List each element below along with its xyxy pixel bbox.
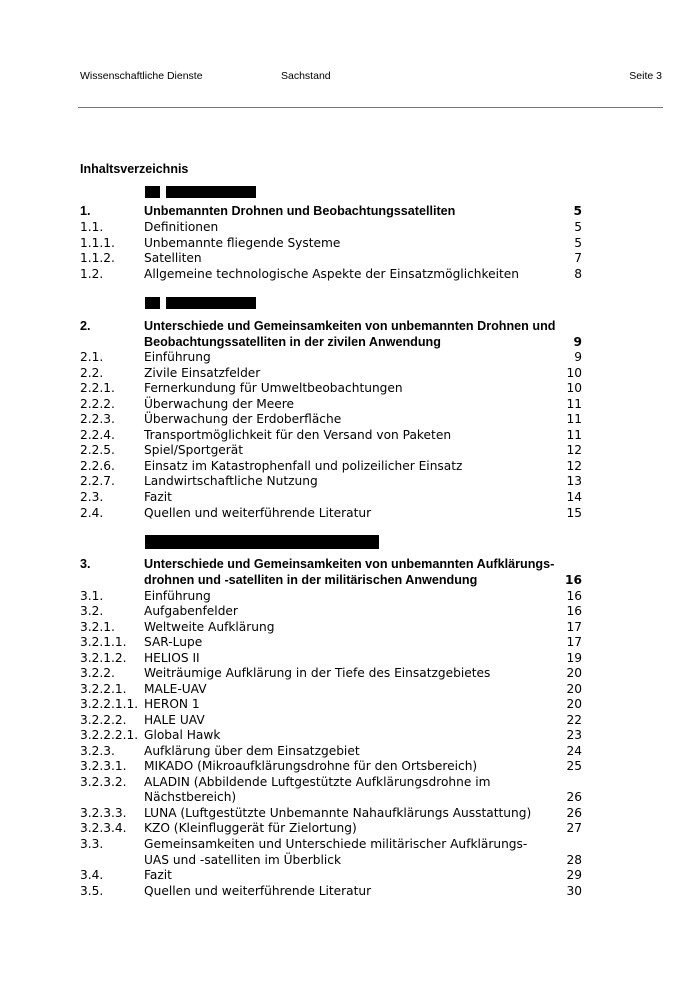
- toc-entry-number: 2.3.: [80, 490, 104, 504]
- toc-entry-title: Aufgabenfelder: [144, 604, 238, 618]
- toc-entry-number: 2.4.: [80, 506, 104, 520]
- toc-entry-title: ALADIN (Abbildende Luftgestützte Aufklärungsdrohne im: [144, 775, 491, 789]
- toc-entry-page: 10: [566, 366, 582, 380]
- toc-entry-page: 12: [566, 459, 582, 473]
- toc-entry-page: 23: [566, 728, 582, 742]
- toc-entry-number: 3.5.: [80, 884, 104, 898]
- toc-entry-page: 10: [566, 381, 582, 395]
- toc-entry-number: 2.2.1.: [80, 381, 115, 395]
- toc-entry-title: Satelliten: [144, 251, 202, 265]
- toc-entry-page: 5: [574, 236, 582, 250]
- toc-entry-page: 14: [566, 490, 582, 504]
- toc-entry-page: 19: [566, 651, 582, 665]
- toc-entry-title: LUNA (Luftgestützte Unbemannte Nahaufklärungs Ausstattung): [144, 806, 532, 820]
- toc-entry-number: 3.2.2.1.: [80, 682, 127, 696]
- redaction-bar: [145, 186, 160, 198]
- toc-entry-title: MALE-UAV: [144, 682, 207, 696]
- toc-entry-number: 2.2.: [80, 366, 104, 380]
- toc-entry-number: 2.2.7.: [80, 474, 115, 488]
- toc-entry-number: 3.3.: [80, 837, 104, 851]
- toc-entry-page: 12: [566, 443, 582, 457]
- toc-entry-number: 2.2.3.: [80, 412, 115, 426]
- toc-entry-page: 30: [566, 884, 582, 898]
- toc-entry-title: Fazit: [144, 490, 172, 504]
- toc-entry-title: Einführung: [144, 589, 211, 603]
- redaction-bar: [145, 535, 379, 549]
- toc-entry-title: UAS und -satelliten im Überblick: [144, 853, 342, 867]
- toc-entry-number: 2.2.2.: [80, 397, 115, 411]
- toc-entry-page: 16: [565, 573, 582, 587]
- toc-entry-number: 1.1.: [80, 220, 104, 234]
- toc-entry-title: Allgemeine technologische Aspekte der Einsatzmöglichkeiten: [144, 267, 520, 281]
- toc-entry-title: Landwirtschaftliche Nutzung: [144, 474, 318, 488]
- toc-entry-title: Einsatz im Katastrophenfall und polizeilicher Einsatz: [144, 459, 463, 473]
- toc-entry-title: Beobachtungssatelliten in der zivilen Anwendung: [144, 335, 441, 349]
- toc-entry-page: 27: [566, 821, 582, 835]
- toc-entry-number: 2.2.5.: [80, 443, 115, 457]
- toc-entry-page: 20: [566, 682, 582, 696]
- toc-entry-title: Zivile Einsatzfelder: [144, 366, 261, 380]
- toc-entry-title: HALE UAV: [144, 713, 205, 727]
- toc-entry-number: 3.: [80, 557, 91, 571]
- toc-entry-page: 13: [566, 474, 582, 488]
- toc-entry-title: Fazit: [144, 868, 172, 882]
- toc-entry-page: 26: [566, 790, 582, 804]
- header-divider: [78, 107, 663, 108]
- toc-entry-page: 11: [566, 397, 582, 411]
- toc-entry-number: 3.2.3.1.: [80, 759, 127, 773]
- toc-entry-page: 11: [566, 412, 582, 426]
- toc-entry-title: Einführung: [144, 350, 211, 364]
- toc-entry-page: 8: [574, 267, 582, 281]
- toc-entry-title: Global Hawk: [144, 728, 221, 742]
- toc-entry-title: Weltweite Aufklärung: [144, 620, 275, 634]
- toc-entry-number: 2.1.: [80, 350, 104, 364]
- redaction-bar: [166, 297, 256, 309]
- toc-entry-title: HELIOS II: [144, 651, 200, 665]
- toc-entry-title: Definitionen: [144, 220, 219, 234]
- toc-entry-number: 3.2.3.2.: [80, 775, 127, 789]
- toc-entry-title: MIKADO (Mikroaufklärungsdrohne für den Ortsbereich): [144, 759, 478, 773]
- toc-entry-page: 16: [566, 589, 582, 603]
- toc-entry-number: 1.2.: [80, 267, 104, 281]
- toc-entry-title: KZO (Kleinfluggerät für Zielortung): [144, 821, 357, 835]
- toc-entry-page: 11: [566, 428, 582, 442]
- toc-entry-page: 25: [566, 759, 582, 773]
- toc-entry-title: Fernerkundung für Umweltbeobachtungen: [144, 381, 403, 395]
- toc-entry-title: Aufklärung über dem Einsatzgebiet: [144, 744, 360, 758]
- toc-entry-title: Unterschiede und Gemeinsamkeiten von unbemannten Drohnen und: [144, 319, 556, 333]
- toc-entry-title: Quellen und weiterführende Literatur: [144, 506, 372, 520]
- toc-entry-page: 26: [566, 806, 582, 820]
- toc-entry-number: 2.2.4.: [80, 428, 115, 442]
- toc-entry-page: 7: [574, 251, 582, 265]
- toc-entry-number: 3.1.: [80, 589, 104, 603]
- toc-entry-page: 9: [574, 350, 582, 364]
- toc-entry-title: Nächstbereich): [144, 790, 237, 804]
- page-header: [80, 70, 662, 86]
- toc-entry-title: Spiel/Sportgerät: [144, 443, 244, 457]
- toc-entry-number: 3.2.2.1.1.: [80, 697, 139, 711]
- toc-entry-number: 1.1.1.: [80, 236, 115, 250]
- toc-entry-number: 3.2.1.1.: [80, 635, 127, 649]
- toc-entry-number: 3.2.2.: [80, 666, 115, 680]
- toc-entry-title: Unbemannte fliegende Systeme: [144, 236, 341, 250]
- toc-entry-number: 1.1.2.: [80, 251, 115, 265]
- toc-entry-number: 3.2.3.3.: [80, 806, 127, 820]
- toc-entry-page: 16: [566, 604, 582, 618]
- toc-entry-title: Überwachung der Meere: [144, 397, 294, 411]
- toc-entry-page: 17: [566, 635, 582, 649]
- toc-entry-number: 3.2.1.2.: [80, 651, 127, 665]
- toc-entry-page: 20: [566, 697, 582, 711]
- toc-entry-title: Unbemannten Drohnen und Beobachtungssatelliten: [144, 204, 456, 218]
- toc-entry-page: 5: [573, 204, 582, 218]
- toc-entry-title: Gemeinsamkeiten und Unterschiede militärischer Aufklärungs-: [144, 837, 528, 851]
- toc-entry-title: Quellen und weiterführende Literatur: [144, 884, 372, 898]
- toc-entry-number: 3.2.2.2.1.: [80, 728, 139, 742]
- toc-entry-number: 3.2.3.4.: [80, 821, 127, 835]
- toc-entry-title: drohnen und -satelliten in der militärischen Anwendung: [144, 573, 478, 587]
- toc-heading: Inhaltsverzeichnis: [80, 162, 189, 176]
- header-doc-type: Sachstand: [281, 70, 331, 82]
- toc-entry-number: 3.2.2.2.: [80, 713, 127, 727]
- redaction-bar: [166, 186, 256, 198]
- toc-entry-page: 22: [566, 713, 582, 727]
- toc-entry-number: 2.2.6.: [80, 459, 115, 473]
- toc-entry-number: 3.4.: [80, 868, 104, 882]
- header-page-number: Seite 3: [629, 70, 662, 82]
- header-institution: Wissenschaftliche Dienste: [80, 70, 203, 82]
- toc-entry-number: 1.: [80, 204, 91, 218]
- toc-entry-page: 24: [566, 744, 582, 758]
- toc-entry-number: 2.: [80, 319, 91, 333]
- toc-entry-title: Transportmöglichkeit für den Versand von Paketen: [144, 428, 452, 442]
- toc-entry-title: Weiträumige Aufklärung in der Tiefe des Einsatzgebietes: [144, 666, 491, 680]
- toc-entry-title: SAR-Lupe: [144, 635, 203, 649]
- toc-entry-page: 20: [566, 666, 582, 680]
- toc-entry-page: 15: [566, 506, 582, 520]
- toc-entry-number: 3.2.1.: [80, 620, 115, 634]
- toc-entry-title: Unterschiede und Gemeinsamkeiten von unbemannten Aufklärungs-: [144, 557, 555, 571]
- redaction-bar: [145, 297, 160, 309]
- toc-entry-number: 3.2.: [80, 604, 104, 618]
- toc-entry-number: 3.2.3.: [80, 744, 115, 758]
- toc-entry-page: 9: [573, 335, 582, 349]
- toc-entry-page: 28: [566, 853, 582, 867]
- toc-entry-page: 17: [566, 620, 582, 634]
- toc-entry-title: Überwachung der Erdoberfläche: [144, 412, 342, 426]
- toc-entry-title: HERON 1: [144, 697, 200, 711]
- toc-entry-page: 5: [574, 220, 582, 234]
- toc-entry-page: 29: [566, 868, 582, 882]
